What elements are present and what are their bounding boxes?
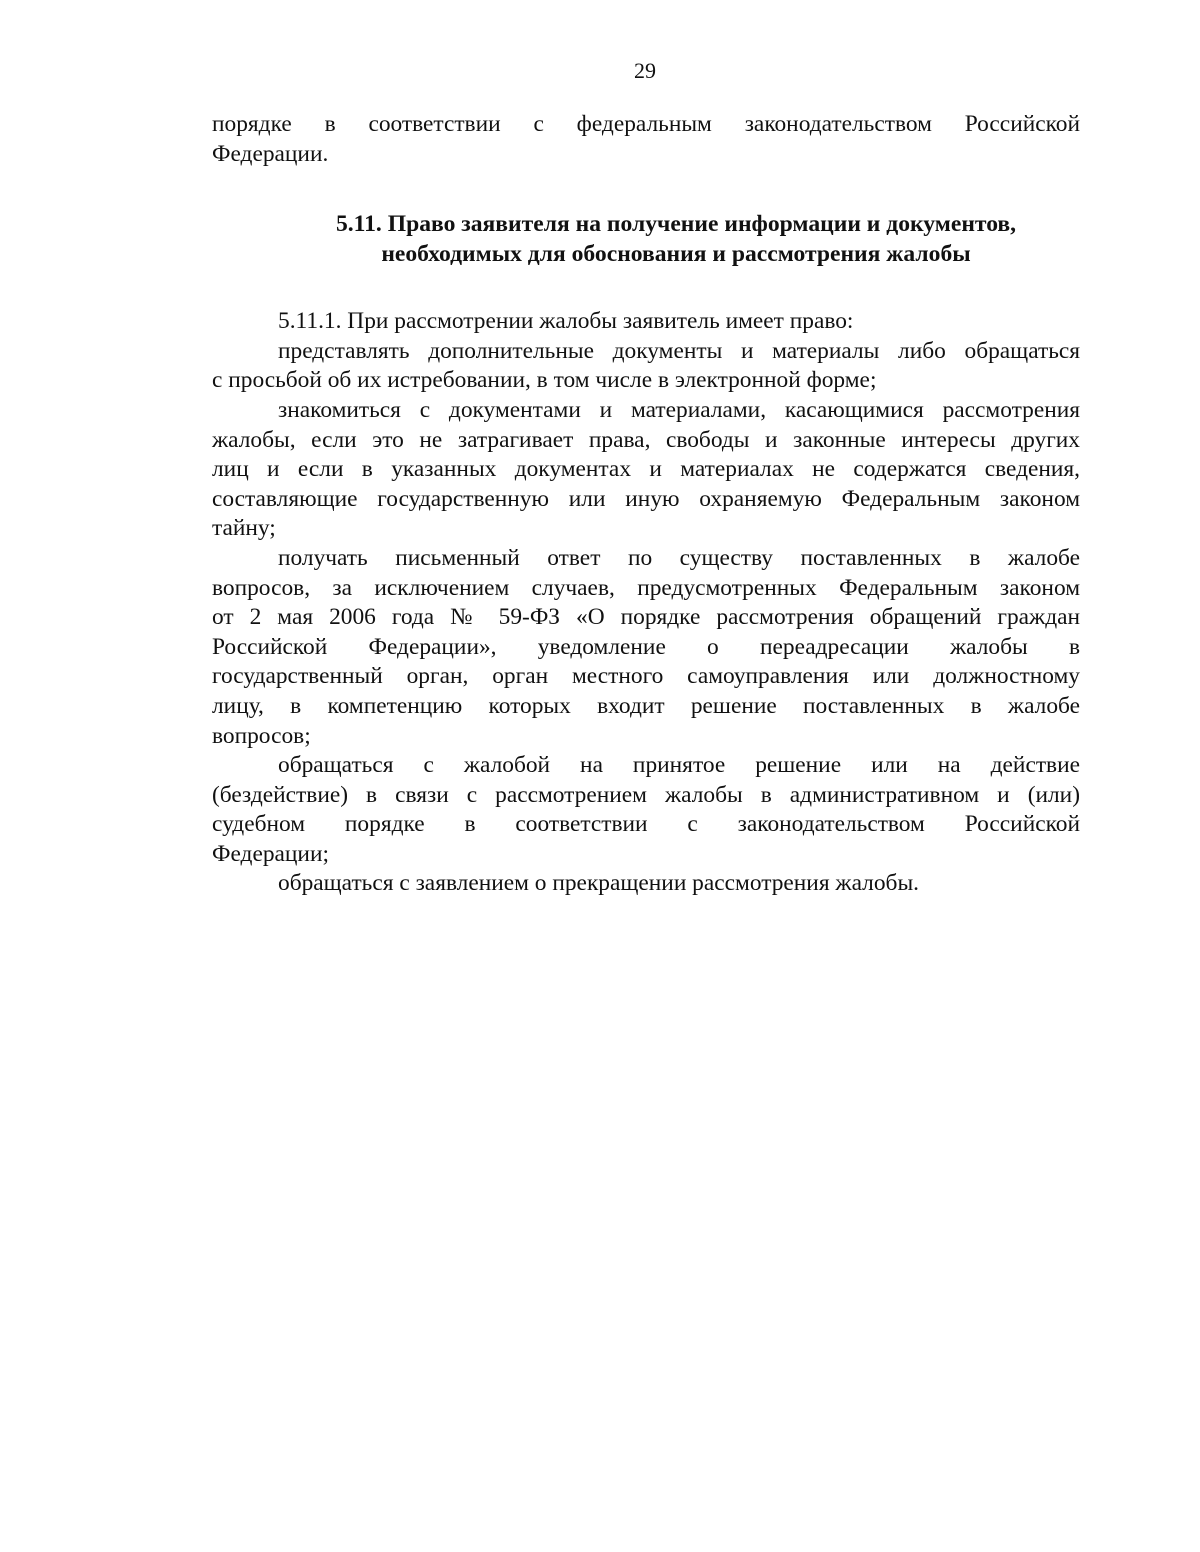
text-line: лицу, в компетенцию которых входит решение поставленных в жалобе [212,692,1080,719]
text-line: с просьбой об их истребовании, в том числе в электронной форме; [212,367,877,394]
text-line: вопросов, за исключением случаев, предусмотренных Федеральным законом [212,574,1080,601]
text-line: государственный орган, орган местного самоуправления или должностному [212,663,1080,690]
text-line: Российской Федерации», уведомление о переадресации жалобы в [212,633,1080,660]
heading-line: необходимых для обоснования и рассмотрения жалобы [381,241,971,268]
section-heading [212,209,1080,269]
text-line: жалобы, если это не затрагивает права, свободы и законные интересы других [212,426,1080,453]
continuation-paragraph [212,110,1080,169]
text-line: получать письменный ответ по существу поставленных в жалобе [278,544,1080,571]
document-body [212,110,1080,899]
right-item-1 [212,337,1080,396]
clause-intro: 5.11.1. При рассмотрении жалобы заявитель имеет право: [278,308,854,335]
text-line: от 2 мая 2006 года № 59-ФЗ «О порядке рассмотрения обращений граждан [212,604,1080,631]
right-item-4 [212,751,1080,869]
text-line: вопросов; [212,722,311,749]
text-line: представлять дополнительные документы и материалы либо обращаться [278,337,1080,364]
text-line: знакомиться с документами и материалами, касающимися рассмотрения [278,396,1080,423]
text-line: (бездействие) в связи с рассмотрением жалобы в административном и (или) [212,781,1080,808]
right-item-3 [212,544,1080,751]
page-number: 29 [634,58,656,83]
text-line: тайну; [212,515,276,542]
right-item-2 [212,396,1080,544]
text-line: обращаться с жалобой на принятое решение или на действие [278,752,1080,779]
text-line: лиц и если в указанных документах и материалах не содержатся сведения, [212,456,1080,483]
text-line: судебном порядке в соответствии с законодательством Российской [212,811,1080,838]
text-line: Федерации. [212,140,329,167]
text-line: порядке в соответствии с федеральным законодательством Российской [212,111,1080,137]
heading-line: 5.11. Право заявителя на получение информации и документов, [335,211,1017,238]
text-line: Федерации; [212,840,329,867]
right-item-5: обращаться с заявлением о прекращении рассмотрения жалобы. [278,870,920,897]
text-line: составляющие государственную или иную охраняемую Федеральным законом [212,485,1080,512]
